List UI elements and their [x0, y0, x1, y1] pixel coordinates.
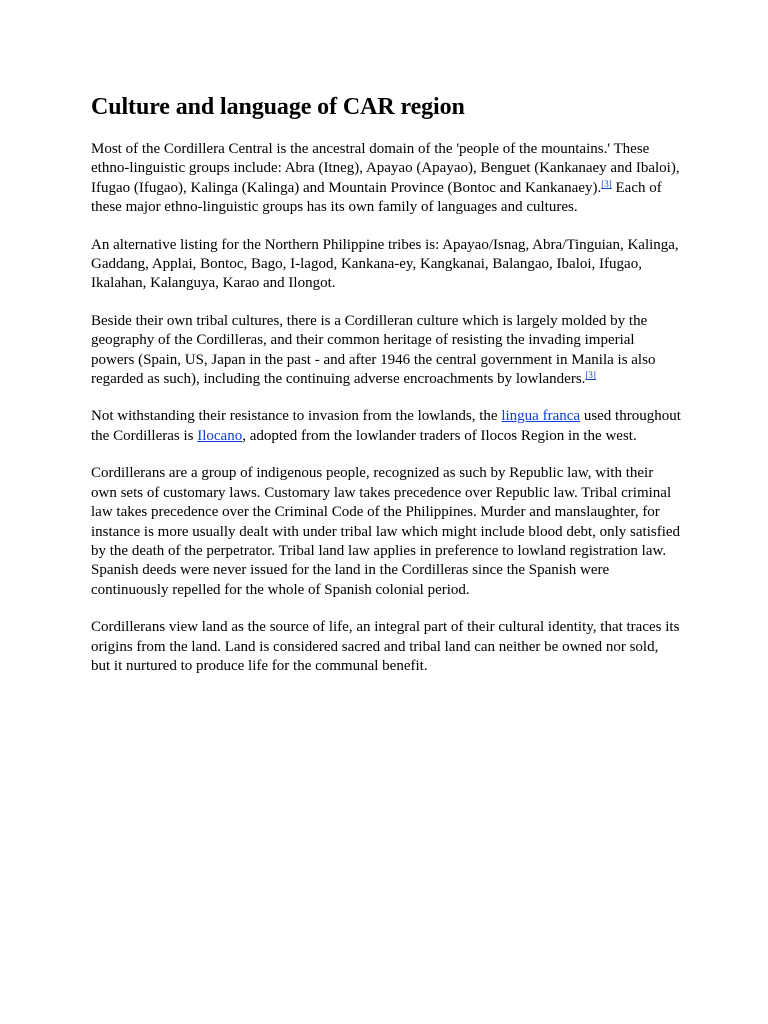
paragraph-cordilleran-culture	[91, 312, 681, 390]
paragraph-text: used throughout the Cordilleras is	[91, 408, 681, 444]
document-page	[91, 92, 681, 694]
paragraph-text: Beside their own tribal cultures, there is a Cordilleran culture which is largely molded by the geography of the Cordilleras, and their common heritage of resisting the invading imperial powers (Spain, US, Japan in the past - and after 1946 the central government in Manila is also regarded as such), including the continuing adverse encroachments by lowlanders.	[91, 312, 656, 388]
ilocano-link[interactable]: Ilocano	[197, 427, 243, 444]
paragraph-text: , adopted from the lowlander traders of Ilocos Region in the west.	[242, 427, 637, 444]
paragraph-text: Not withstanding their resistance to invasion from the lowlands, the	[91, 408, 502, 425]
paragraph-text: Each of these major ethno-linguistic groups has its own family of languages and cultures.	[91, 179, 662, 216]
citation-link[interactable]: [3]	[601, 178, 612, 189]
paragraph-land-view: Cordillerans view land as the source of life, an integral part of their cultural identity, that traces its origins from the land. Land is considered sacred and tribal land can neither be owned nor sold, but it nurtured to produce life for the communal benefit.	[91, 619, 680, 674]
page-title: Culture and language of CAR region	[91, 94, 465, 120]
paragraph-lingua-franca	[91, 407, 681, 446]
paragraph-text: Most of the Cordillera Central is the ancestral domain of the 'people of the mountains.' These ethno-linguistic groups include: Abra (Itneg), Apayao (Apayao), Benguet (Kankanaey and Ibaloi), Ifugao (Ifugao), Kalinga (Kalinga) and Mountain Province (Bontoc and Kankanaey).	[91, 141, 680, 196]
paragraph-ancestral-domain	[91, 140, 681, 218]
paragraph-alternative-listing: An alternative listing for the Northern Philippine tribes is: Apayao/Isnag, Abra/Tinguian, Kalinga, Gaddang, Applai, Bontoc, Bago, I-lagod, Kankana-ey, Kangkanai, Balangao, Ibaloi, Ifugao, Ikalahan, Kalanguya, Karao and Ilongot.	[91, 236, 679, 292]
paragraph-customary-law: Cordillerans are a group of indigenous people, recognized as such by Republic law, with their own sets of customary laws. Customary law takes precedence over Republic law. Tribal criminal law takes precedence over the Criminal Code of the Philippines. Murder and manslaughter, for instance is more usually dealt with under tribal law which might include blood debt, only satisfied by the death of the perpetrator. Tribal land law applies in preference to lowland registration law. Spanish deeds were never issued for the land in the Cordilleras since the Spanish were continuously repelled for the whole of Spanish colonial period.	[91, 465, 681, 598]
lingua-franca-link[interactable]: lingua franca	[501, 408, 581, 425]
citation-link[interactable]: [3]	[585, 370, 596, 381]
